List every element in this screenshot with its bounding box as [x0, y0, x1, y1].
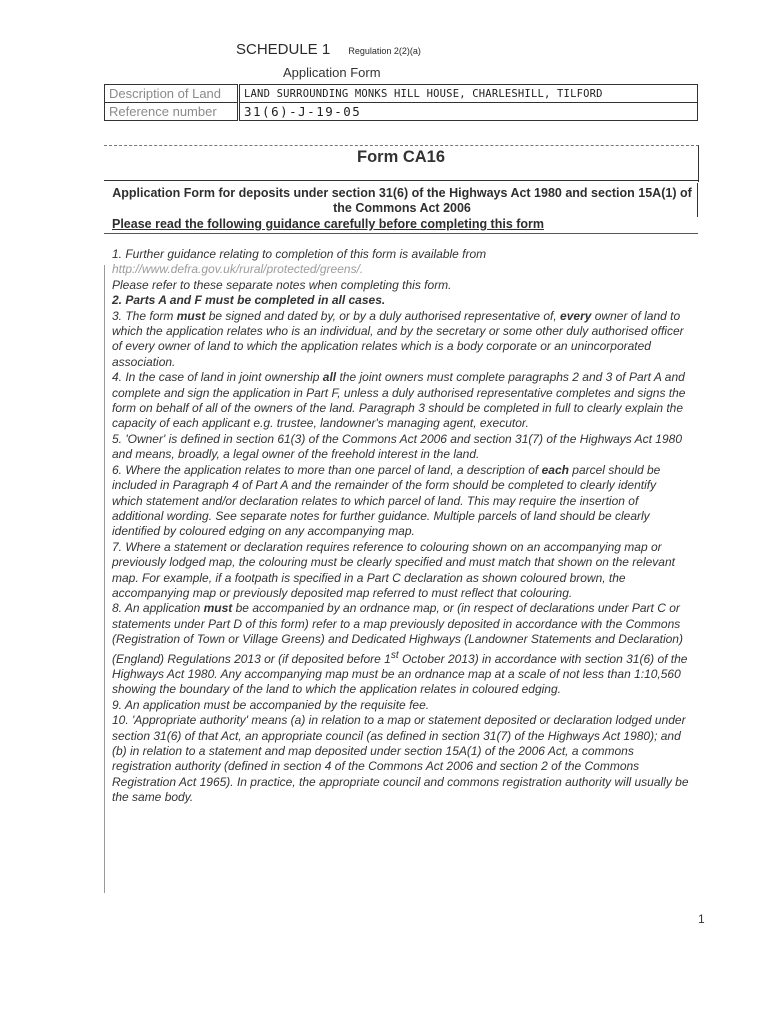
- reference-label: Reference number: [105, 103, 239, 121]
- guidance-note-2: 2. Parts A and F must be completed in all cases.: [112, 293, 386, 308]
- form-title: Form CA16: [356, 148, 446, 166]
- guidance-note-4: 4. In the case of land in joint ownership all the joint owners must complete paragraphs 2 and 3 of Part A and complete and sign the application in Part F, unless a duly authorised representative completes and signs the form on behalf of all of the owners of the land. Paragraph 3 should be completed in full to clearly explain the capacity of each applicant e.g. trustee, landowner's managing agent, executor.: [112, 370, 686, 431]
- divider: [104, 233, 698, 234]
- divider: [104, 265, 105, 893]
- form-title-box: [104, 145, 699, 182]
- schedule-heading: [236, 41, 421, 58]
- guidance-note-6: 6. Where the application relates to more than one parcel of land, a description of each parcel should be included in Paragraph 4 of Part A and the remainder of the form should be completed to clearly identify which statement and/or declaration relates to which parcel of land. This may require the insertion of additional wording. See separate notes for further guidance. Multiple parcels of land should be clearly identified by coloured edging on any accompanying map.: [112, 462, 661, 539]
- guidance-link[interactable]: http://www.defra.gov.uk/rural/protected/greens/.: [112, 262, 364, 277]
- reference-value: 31(6)-J-19-05: [239, 103, 698, 121]
- application-form-title: Application Form: [283, 65, 381, 80]
- guidance-note-7: 7. Where a statement or declaration requires reference to colouring shown on an accompanying map or previously lodged map, the colouring must be clearly specified and must match that shown on the relevant map. For example, if a footpath is specified in a Part C declaration as shown coloured brown, the accompanying map or previously deposited map referred to must reflect that colouring.: [112, 539, 675, 600]
- divider: [104, 180, 699, 181]
- guidance-notes: [112, 247, 690, 806]
- guidance-note-8: 8. An application must be accompanied by an ordnance map, or (in respect of declarations under Part C or statements under Part D of this form) refer to a map previously deposited in accordance with the Commons (Registration of Town or Village Greens) and Dedicated Highways (Landowner Statements and Declaration) (England) Regulations 2013 or (if deposited before 1st October 2013) in accordance with section 31(6) of the Highways Act 1980. Any accompanying map must be an ordnance map at a scale of not less than 1:10,560 showing the boundary of the land to which the application relates in coloured edging.: [112, 601, 688, 697]
- guidance-note-3: 3. The form must be signed and dated by, or by a duly authorised representative of, every owner of land to which the application relates who is an individual, and by the secretary or some other duly authorised officer of every owner of land to which the application relates which is a body corporate or an unincorporated association.: [112, 308, 684, 369]
- land-details-table: [104, 84, 698, 121]
- guidance-note-10: 10. 'Appropriate authority' means (a) in relation to a map or statement deposited or declaration lodged under section 31(6) of that Act, an appropriate council (as defined in section 31(7) of the Highways Act 1980); and (b) in relation to a statement and map deposited under section 15A(1) of the 2006 Act, a commons registration authority (defined in section 4 of the Commons Act 2006 and section 2 of the Commons Registration Act 1965). In practice, the appropriate council and commons registration authority will usually be the same body.: [112, 713, 689, 805]
- guidance-note-1: 1. Further guidance relating to completion of this form is available from http://www.defra.gov.uk/rural/protected/greens/. Please refer to these separate notes when completing this form.: [112, 247, 487, 292]
- regulation-ref: Regulation 2(2)(a): [348, 46, 421, 56]
- guidance-title: Please read the following guidance carefully before completing this form: [112, 217, 545, 231]
- description-value: LAND SURROUNDING MONKS HILL HOUSE, CHARLESHILL, TILFORD: [239, 85, 698, 103]
- divider: [697, 183, 698, 217]
- description-row: [105, 85, 698, 103]
- guidance-note-9: 9. An application must be accompanied by the requisite fee.: [112, 697, 430, 712]
- guidance-note-5: 5. 'Owner' is defined in section 61(3) of the Commons Act 2006 and section 31(7) of the Highways Act 1980 and means, broadly, a legal owner of the freehold interest in the land.: [112, 431, 682, 462]
- form-heading: Application Form for deposits under section 31(6) of the Highways Act 1980 and section 15A(1) of the Commons Act 2006: [112, 186, 692, 215]
- schedule-number: SCHEDULE 1: [236, 41, 331, 58]
- reference-row: [105, 103, 698, 121]
- page-mark: 1: [698, 912, 705, 926]
- description-label: Description of Land: [105, 85, 239, 103]
